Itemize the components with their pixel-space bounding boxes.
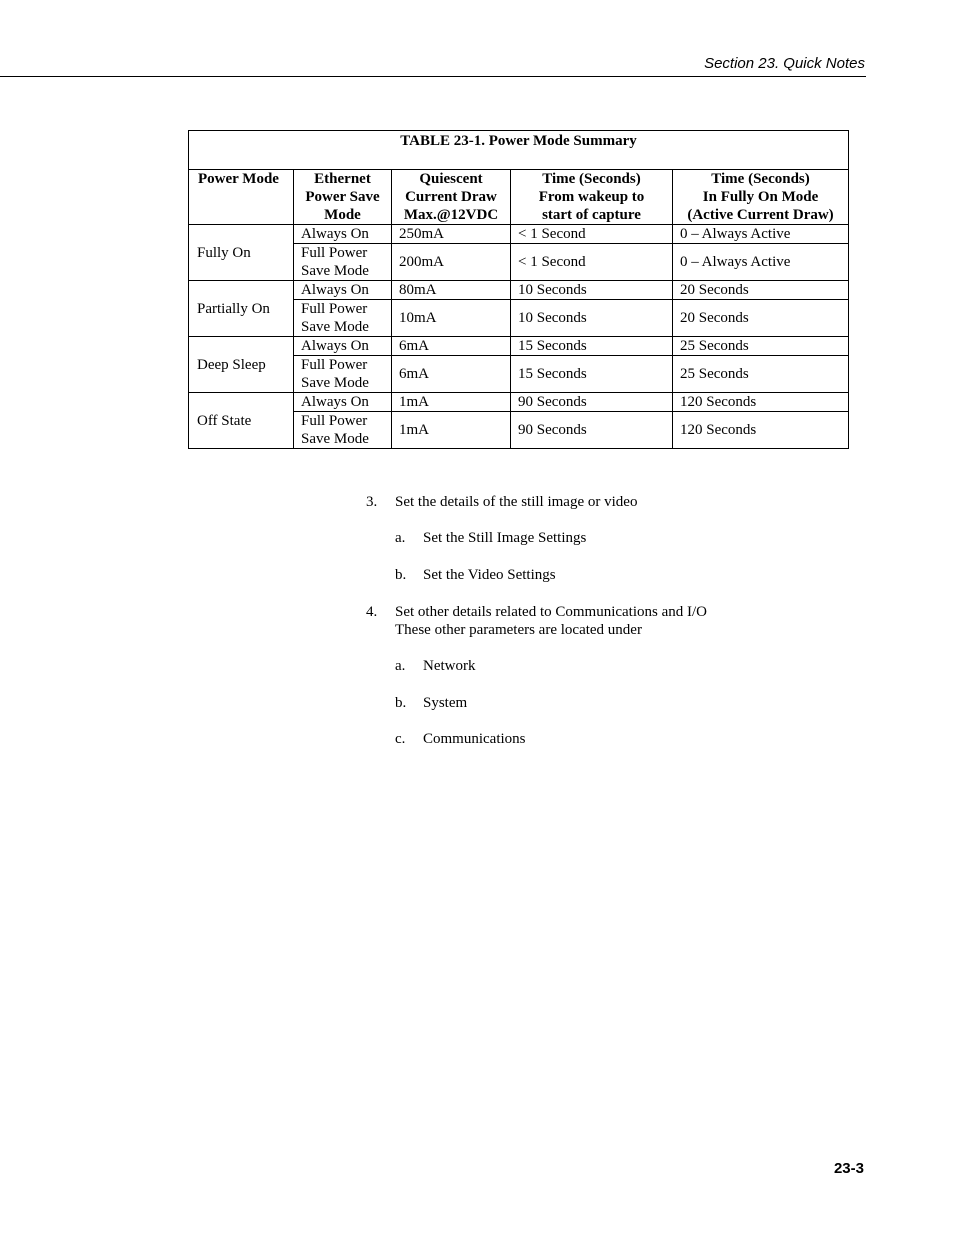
column-header: Power Mode [189,170,294,225]
sub-step-text: System [423,695,468,711]
sub-step-text: Set the Video Settings [423,567,556,583]
column-header: Time (Seconds) In Fully On Mode (Active Current Draw) [673,170,849,225]
header-rule [0,76,866,77]
sub-step-text: Network [423,658,476,674]
ethernet-cell: Full Power Save Mode [294,356,392,393]
sub-step-item [366,657,707,675]
ethernet-cell: Always On [294,393,392,412]
wake-time-cell: 90 Seconds [511,393,673,412]
power-mode-cell: Partially On [189,281,294,337]
ethernet-cell: Full Power Save Mode [294,244,392,281]
table-row [189,337,849,356]
sub-step-letter: c. [395,731,406,747]
current-cell: 250mA [392,225,511,244]
instruction-steps [366,493,707,748]
wake-time-cell: 90 Seconds [511,412,673,449]
sub-step-item [366,694,707,712]
current-cell: 6mA [392,356,511,393]
column-header: Ethernet Power Save Mode [294,170,392,225]
step-item [366,493,707,511]
active-time-cell: 20 Seconds [673,281,849,300]
current-cell: 80mA [392,281,511,300]
step-item [366,603,707,639]
sub-step-letter: b. [395,567,407,583]
column-header: Time (Seconds) From wakeup to start of capture [511,170,673,225]
wake-time-cell: 10 Seconds [511,300,673,337]
sub-step-text: Set the Still Image Settings [423,530,587,546]
wake-time-cell: < 1 Second [511,244,673,281]
ethernet-cell: Full Power Save Mode [294,300,392,337]
active-time-cell: 0 – Always Active [673,225,849,244]
current-cell: 1mA [392,393,511,412]
step-number: 4. [366,604,378,620]
sub-step-letter: a. [395,658,406,674]
sub-step-letter: b. [395,695,407,711]
table-row [189,225,849,244]
wake-time-cell: 10 Seconds [511,281,673,300]
current-cell: 10mA [392,300,511,337]
page-number: 23-3 [833,1160,864,1177]
table-row [189,281,849,300]
active-time-cell: 20 Seconds [673,300,849,337]
active-time-cell: 25 Seconds [673,356,849,393]
sub-step-text: Communications [423,731,526,747]
step-number: 3. [366,494,378,510]
power-mode-cell: Fully On [189,225,294,281]
wake-time-cell: 15 Seconds [511,337,673,356]
table-caption: TABLE 23-1. Power Mode Summary [189,131,849,170]
sub-step-letter: a. [395,530,406,546]
ethernet-cell: Always On [294,337,392,356]
power-mode-cell: Off State [189,393,294,449]
power-mode-table [188,130,849,449]
step-text: Set other details related to Communications and I/O These other parameters are located under [395,604,708,638]
step-text: Set the details of the still image or video [395,494,638,510]
power-mode-cell: Deep Sleep [189,337,294,393]
table-header-row [189,170,849,225]
running-header: Section 23. Quick Notes [704,55,865,72]
column-header: Quiescent Current Draw Max.@12VDC [392,170,511,225]
sub-step-item [366,529,707,547]
current-cell: 6mA [392,337,511,356]
active-time-cell: 120 Seconds [673,412,849,449]
active-time-cell: 0 – Always Active [673,244,849,281]
sub-step-item [366,566,707,584]
current-cell: 1mA [392,412,511,449]
ethernet-cell: Full Power Save Mode [294,412,392,449]
table-row [189,393,849,412]
current-cell: 200mA [392,244,511,281]
ethernet-cell: Always On [294,281,392,300]
wake-time-cell: < 1 Second [511,225,673,244]
ethernet-cell: Always On [294,225,392,244]
active-time-cell: 25 Seconds [673,337,849,356]
active-time-cell: 120 Seconds [673,393,849,412]
sub-step-item [366,730,707,748]
wake-time-cell: 15 Seconds [511,356,673,393]
